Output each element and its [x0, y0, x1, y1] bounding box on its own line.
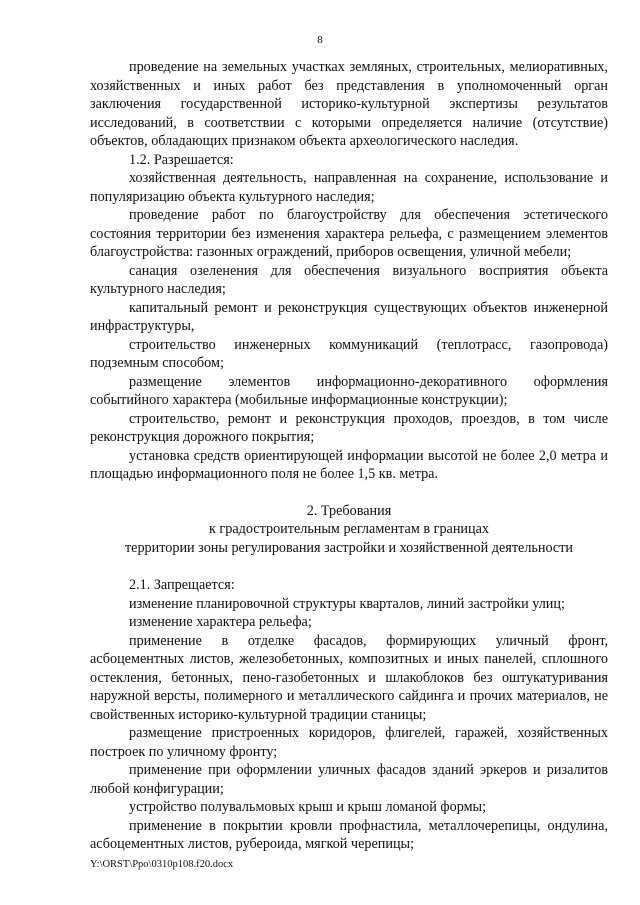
section-heading-line: территории зоны регулирования застройки и хозяйственной деятельности	[124, 539, 574, 556]
section-heading-title: 2. Требования	[306, 502, 392, 519]
paragraph: размещение пристроенных коридоров, флигелей, гаражей, хозяйственных построек по уличному фронту;	[90, 725, 608, 760]
paragraph: установка средств ориентирующей информации высотой не более 2,0 метра и площадью информационного поля не более 1,5 кв. метра.	[90, 447, 608, 482]
subsection-heading: 1.2. Разрешается:	[129, 151, 234, 168]
paragraph: проведение на земельных участках земляных, строительных, мелиоративных, хозяйственных и иных работ без представления в уполномоченный орган заключения государственной историко-культурной экспертизы результатов исследований, в соответствии с которыми определяется наличие (отсутствие) объектов, обладающих признаком объекта археологического наследия.	[90, 59, 608, 149]
paragraph: размещение элементов информационно-декоративного оформления событийного характера (мобильные информационные конструкции);	[90, 373, 608, 408]
document-body	[90, 58, 608, 854]
paragraph: изменение характера рельефа;	[129, 614, 312, 630]
file-path-footer: Y:\ORST\Ppo\0310p108.f20.docx	[90, 859, 234, 870]
paragraph: применение в отделке фасадов, формирующих уличный фронт, асбоцементных листов, железобетонных, композитных и иных панелей, сплошного остекления, бетонных, пено-газобетонных и шлакоблоков без оштукатуривания наружной версты, полимерного и металлического сайдинга и прочих материалов, не свойственных историко-культурной традиции станицы;	[90, 632, 608, 723]
section-heading-line: к градостроительным регламентам в границах	[208, 521, 490, 537]
paragraph: строительство, ремонт и реконструкция проходов, проездов, в том числе реконструкция дорожного покрытия;	[90, 410, 608, 445]
paragraph: применение в покрытии кровли профнастила, металлочерепицы, ондулина, асбоцементных листов, рубероида, мягкой черепицы;	[90, 817, 608, 852]
paragraph: капитальный ремонт и реконструкция существующих объектов инженерной инфраструктуры,	[90, 299, 608, 334]
paragraph: устройство полувальмовых крыш и крыш ломаной формы;	[129, 799, 487, 815]
paragraph: проведение работ по благоустройству для обеспечения эстетического состояния территории без изменения характера рельефа, с размещением элементов благоустройства: газонных ограждений, приборов освещения, уличной мебели;	[90, 207, 608, 260]
paragraph: изменение планировочной структуры кварталов, линий застройки улиц;	[129, 595, 565, 612]
paragraph: хозяйственная деятельность, направленная на сохранение, использование и популяризацию объекта культурного наследия;	[90, 170, 608, 205]
paragraph: строительство инженерных коммуникаций (теплотрасс, газопровода) подземным способом;	[90, 336, 608, 371]
page-number: 8	[317, 34, 323, 46]
paragraph: применение при оформлении уличных фасадов зданий эркеров и ризалитов любой конфигурации;	[90, 762, 608, 797]
paragraph: санация озеленения для обеспечения визуального восприятия объекта культурного наследия;	[90, 262, 608, 297]
subsection-heading: 2.1. Запрещается:	[129, 577, 235, 593]
